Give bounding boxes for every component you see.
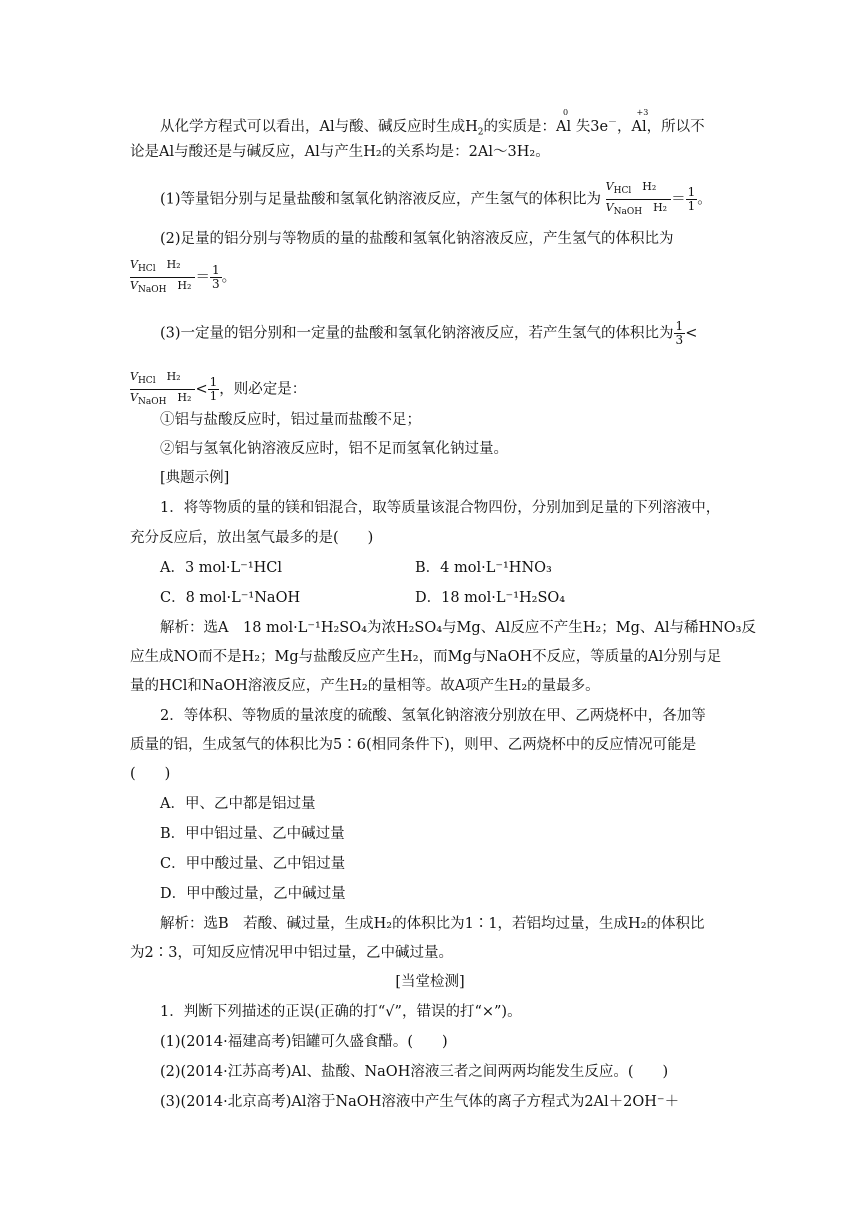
item-3-fraction-line <box>130 370 306 409</box>
valence-plus3-label: +3 <box>636 107 649 117</box>
al-zero-valence <box>556 107 572 137</box>
check-item-3: (3)(2014·北京高考)Al溶于NaOH溶液中产生气体的离子方程式为2Al＋2OH⁻＋ <box>160 1094 680 1110</box>
denominator: 1 <box>687 199 696 214</box>
h2-label: H₂ <box>177 279 192 293</box>
item-3-text: (3)一定量的铝分别和一定量的盐酸和氢氧化钠溶液反应，若产生氢气的体积比为 <box>160 325 674 342</box>
less-than-sign: < <box>685 325 698 342</box>
period: 。 <box>221 269 237 286</box>
condition-1: ①铝与盐酸反应时，铝过量而盐酸不足； <box>160 412 421 428</box>
q1-line-1: 1．将等物质的量的镁和铝混合，取等质量该混合物四份，分别加到足量的下列溶液中， <box>160 500 721 516</box>
al-plus3-valence <box>631 107 649 137</box>
q2-option-a: A．甲、乙中都是铝过量 <box>160 796 316 812</box>
q1-option-b: B．4 mol·L⁻¹HNO₃ <box>415 560 552 576</box>
al-symbol-3: Al <box>631 118 647 135</box>
denominator: 3 <box>675 333 684 347</box>
item-2-text: (2)足量的铝分别与等物质的量的盐酸和氢氧化钠溶液反应，产生氢气的体积比为 <box>160 231 674 247</box>
q1-line-2: 充分反应后，放出氢气最多的是( ) <box>130 530 374 546</box>
period: 。 <box>697 191 712 208</box>
naoh-subscript: NaOH <box>137 397 167 408</box>
numerator: 1 <box>687 185 696 200</box>
ratio-1-1 <box>686 186 698 213</box>
naoh-subscript: NaOH <box>613 207 643 218</box>
h2-subscript: 2 <box>477 127 484 138</box>
numerator: 1 <box>209 375 218 390</box>
lose-electrons-text: 失3e <box>571 118 609 135</box>
volume-ratio-fraction-2 <box>130 258 195 297</box>
v-symbol: V <box>130 391 138 405</box>
equals-sign: ＝ <box>671 191 686 208</box>
q1-analysis-2: 应生成NO而不是H₂；Mg与盐酸反应产生H₂，而Mg与NaOH不反应，等质量的Al分别与足 <box>130 649 722 665</box>
q2-analysis-2: 为2∶3，可知反应情况甲中铝过量，乙中碱过量。 <box>130 945 453 961</box>
ratio-lower-bound <box>674 320 686 347</box>
q1-analysis-1: 解析：选A 18 mol·L⁻¹H₂SO₄为浓H₂SO₄与Mg、Al反应不产生H₂；Mg、Al与稀HNO₃反 <box>160 620 756 636</box>
item-3 <box>160 320 697 347</box>
al-symbol-0: Al <box>556 118 572 135</box>
volume-ratio-fraction-1 <box>606 180 671 219</box>
section-heading-examples: [典题示例] <box>160 470 230 486</box>
v-symbol: V <box>130 370 138 383</box>
naoh-subscript: NaOH <box>137 285 167 296</box>
q2-option-c: C．甲中酸过量、乙中铝过量 <box>160 856 346 872</box>
numerator: 1 <box>211 263 220 278</box>
comma: ， <box>617 118 632 135</box>
ratio-upper-bound <box>208 376 220 403</box>
denominator: 3 <box>211 277 220 292</box>
v-symbol: V <box>130 258 138 271</box>
ratio-1-3 <box>210 264 222 291</box>
denominator: 1 <box>209 389 218 404</box>
intro-line-1 <box>160 107 705 143</box>
item-1-text: (1)等量铝分别与足量盐酸和氢氧化钠溶液反应，产生氢气的体积比为 <box>160 191 602 208</box>
equals-sign: ＝ <box>195 269 210 286</box>
volume-ratio-fraction-3 <box>130 370 195 409</box>
hcl-subscript: HCl <box>137 376 156 387</box>
intro-line-2: 论是Al与酸还是与碱反应，Al与产生H₂的关系均是：2Al～3H₂。 <box>130 144 550 160</box>
section-heading-check: [当堂检测] <box>395 974 465 990</box>
q1-option-c: C．8 mol·L⁻¹NaOH <box>160 590 301 606</box>
intro-text-d: ，所以不 <box>646 118 705 135</box>
q2-line-2: 质量的铝，生成氢气的体积比为5∶6(相同条件下)，则甲、乙两烧杯中的反应情况可能是 <box>130 737 697 753</box>
item-2-fraction-line <box>130 258 236 297</box>
valence-0-label: 0 <box>563 107 569 117</box>
item-3-end: ，则必定是： <box>219 381 307 398</box>
check-q1-line-1: 1．判断下列描述的正误(正确的打“√”，错误的打“×”)。 <box>160 1004 522 1020</box>
intro-text-b: 的实质是： <box>483 118 556 135</box>
check-item-2: (2)(2014·江苏高考)Al、盐酸、NaOH溶液三者之间两两均能发生反应。( ) <box>160 1064 669 1080</box>
q2-option-d: D．甲中酸过量，乙中碱过量 <box>160 886 346 902</box>
q2-option-b: B．甲中铝过量、乙中碱过量 <box>160 826 345 842</box>
check-item-1: (1)(2014·福建高考)铝罐可久盛食醋。( ) <box>160 1034 448 1050</box>
intro-text-a: 从化学方程式可以看出，Al与酸、碱反应时生成H <box>160 118 478 135</box>
condition-2: ②铝与氢氧化钠溶液反应时，铝不足而氢氧化钠过量。 <box>160 441 508 457</box>
q1-analysis-3: 量的HCl和NaOH溶液反应，产生H₂的量相等。故A项产生H₂的量最多。 <box>130 678 600 694</box>
h2-label: H₂ <box>653 201 668 215</box>
less-than-sign: < <box>195 381 208 398</box>
q2-line-1: 2．等体积、等物质的量浓度的硫酸、氢氧化钠溶液分别放在甲、乙两烧杯中，各加等 <box>160 708 706 724</box>
q2-analysis-1: 解析：选B 若酸、碱过量，生成H₂的体积比为1∶1，若铝均过量，生成H₂的体积比 <box>160 916 705 932</box>
h2-label: H₂ <box>642 180 657 193</box>
h2-label: H₂ <box>166 258 181 271</box>
h2-label: H₂ <box>177 391 192 405</box>
hcl-subscript: HCl <box>613 186 632 197</box>
v-symbol: V <box>605 201 614 215</box>
h2-label: H₂ <box>166 370 181 383</box>
q1-option-d: D．18 mol·L⁻¹H₂SO₄ <box>415 590 566 606</box>
q2-line-3: ( ) <box>130 766 171 782</box>
q1-option-a: A．3 mol·L⁻¹HCl <box>160 560 283 576</box>
numerator: 1 <box>675 319 684 333</box>
v-symbol: V <box>605 180 614 193</box>
item-1 <box>160 180 712 219</box>
electron-charge: － <box>608 118 618 128</box>
hcl-subscript: HCl <box>137 264 156 275</box>
v-symbol: V <box>130 279 138 293</box>
